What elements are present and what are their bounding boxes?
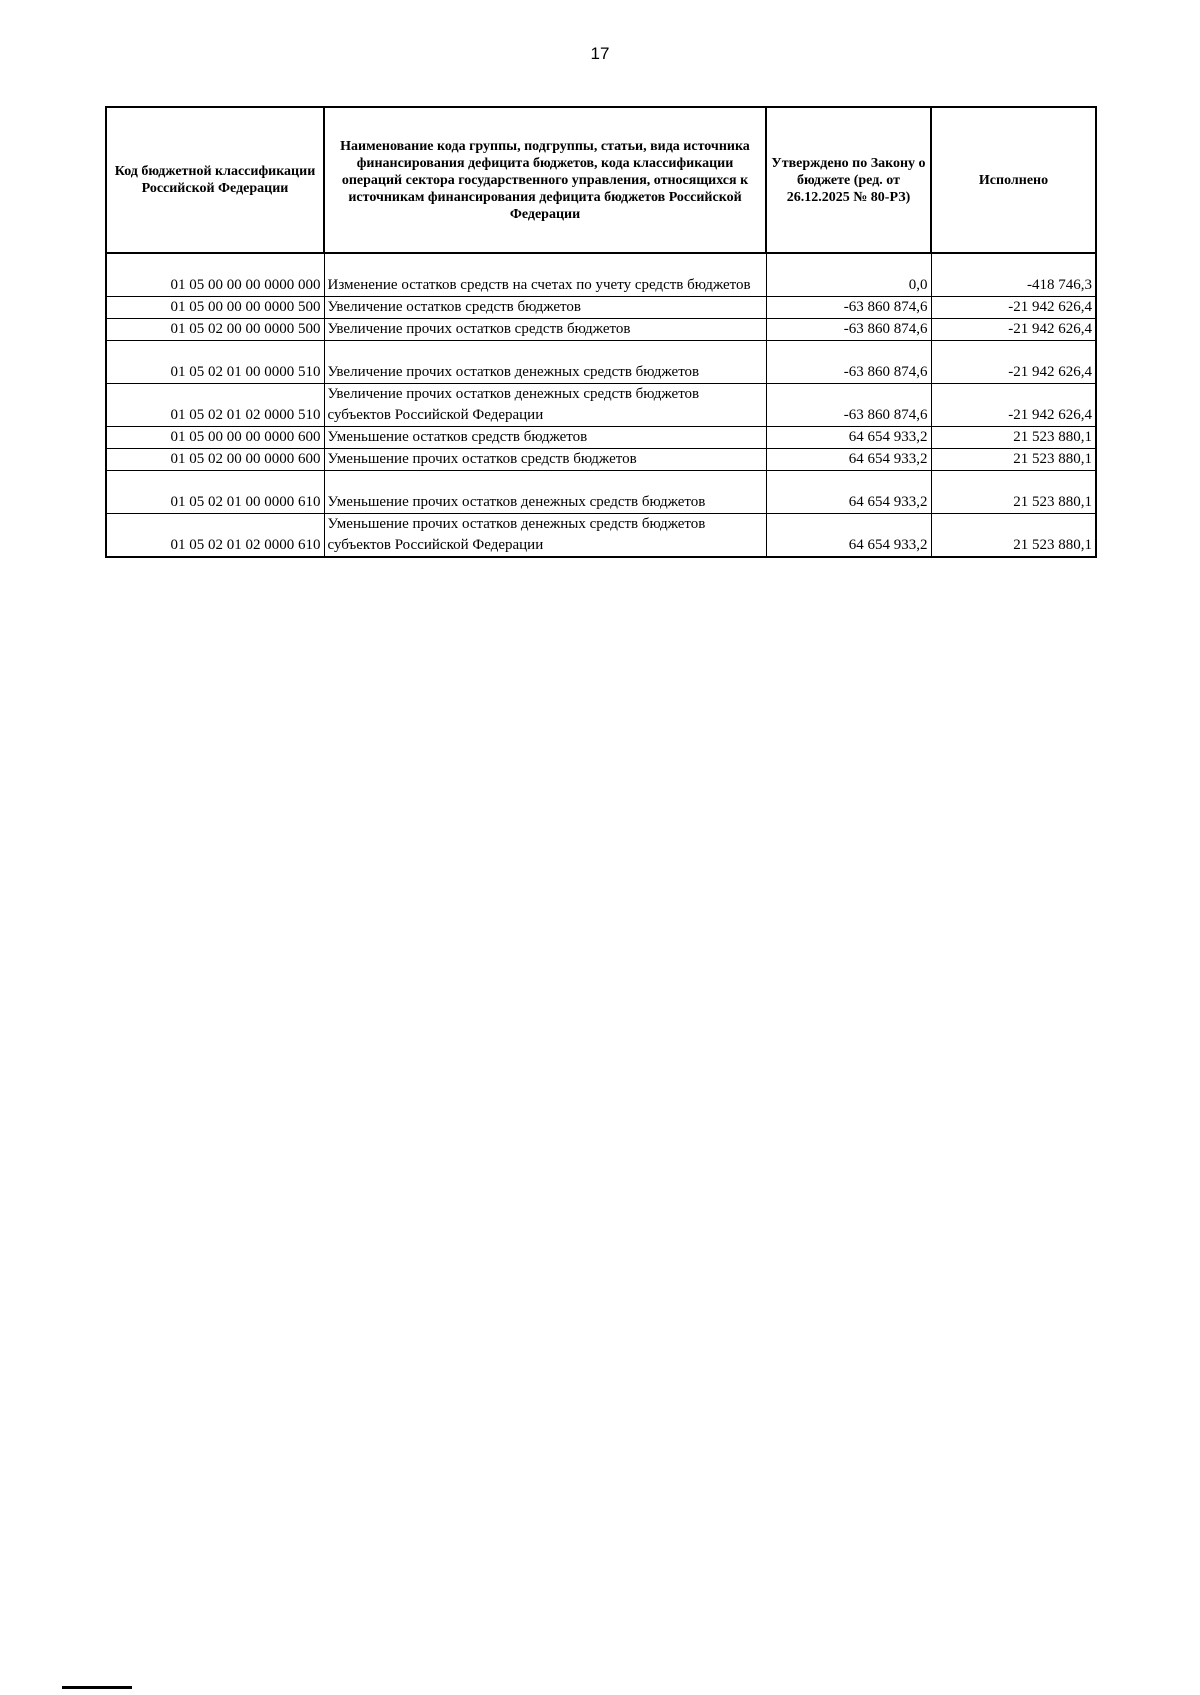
cell-approved: 64 654 933,2: [766, 427, 931, 449]
cell-name: Увеличение прочих остатков денежных средств бюджетов: [324, 341, 766, 384]
cell-approved: 64 654 933,2: [766, 471, 931, 514]
cell-code: 01 05 00 00 00 0000 600: [106, 427, 324, 449]
cell-executed: -21 942 626,4: [931, 384, 1096, 427]
cell-name: Уменьшение прочих остатков денежных средств бюджетов: [324, 471, 766, 514]
cell-executed: 21 523 880,1: [931, 471, 1096, 514]
header-approved: Утверждено по Закону о бюджете (ред. от 26.12.2025 № 80-РЗ): [766, 107, 931, 253]
table-row: [106, 427, 1096, 449]
table-body: [106, 253, 1096, 557]
header-code: Код бюджетной классификации Российской Федерации: [106, 107, 324, 253]
cell-name: Уменьшение прочих остатков средств бюджетов: [324, 449, 766, 471]
table-row: [106, 449, 1096, 471]
cell-code: 01 05 00 00 00 0000 500: [106, 297, 324, 319]
cell-approved: 64 654 933,2: [766, 514, 931, 558]
table-row: [106, 471, 1096, 514]
cell-executed: -21 942 626,4: [931, 341, 1096, 384]
cell-executed: -21 942 626,4: [931, 319, 1096, 341]
header-name: Наименование кода группы, подгруппы, статьи, вида источника финансирования дефицита бюджетов, кода классификации операций сектора государственного управления, относящихся к источникам финансирования дефицита бюджетов Российской Федерации: [324, 107, 766, 253]
cell-approved: 0,0: [766, 253, 931, 297]
cell-approved: -63 860 874,6: [766, 384, 931, 427]
header-row: [106, 107, 1096, 253]
cell-executed: -418 746,3: [931, 253, 1096, 297]
cell-executed: 21 523 880,1: [931, 514, 1096, 558]
cell-name: Уменьшение прочих остатков денежных средств бюджетов субъектов Российской Федерации: [324, 514, 766, 558]
cell-executed: 21 523 880,1: [931, 427, 1096, 449]
financing-sources-table: [105, 106, 1097, 558]
table-row: [106, 319, 1096, 341]
cell-code: 01 05 02 01 02 0000 510: [106, 384, 324, 427]
table-row: [106, 341, 1096, 384]
cell-code: 01 05 02 00 00 0000 600: [106, 449, 324, 471]
cell-name: Увеличение прочих остатков денежных средств бюджетов субъектов Российской Федерации: [324, 384, 766, 427]
cell-name: Увеличение остатков средств бюджетов: [324, 297, 766, 319]
cell-code: 01 05 02 01 02 0000 610: [106, 514, 324, 558]
cell-code: 01 05 02 00 00 0000 500: [106, 319, 324, 341]
table-row: [106, 253, 1096, 297]
cell-executed: -21 942 626,4: [931, 297, 1096, 319]
cell-approved: -63 860 874,6: [766, 297, 931, 319]
cell-executed: 21 523 880,1: [931, 449, 1096, 471]
cell-approved: -63 860 874,6: [766, 319, 931, 341]
table-row: [106, 297, 1096, 319]
cell-approved: 64 654 933,2: [766, 449, 931, 471]
table-header: [106, 107, 1096, 253]
cell-code: 01 05 02 01 00 0000 510: [106, 341, 324, 384]
cell-approved: -63 860 874,6: [766, 341, 931, 384]
scan-edge-mark: [62, 1686, 132, 1689]
cell-name: Уменьшение остатков средств бюджетов: [324, 427, 766, 449]
cell-code: 01 05 02 01 00 0000 610: [106, 471, 324, 514]
table-row: [106, 514, 1096, 558]
header-executed: Исполнено: [931, 107, 1096, 253]
table-row: [106, 384, 1096, 427]
cell-name: Изменение остатков средств на счетах по учету средств бюджетов: [324, 253, 766, 297]
cell-name: Увеличение прочих остатков средств бюджетов: [324, 319, 766, 341]
page-number: 17: [590, 44, 610, 63]
cell-code: 01 05 00 00 00 0000 000: [106, 253, 324, 297]
